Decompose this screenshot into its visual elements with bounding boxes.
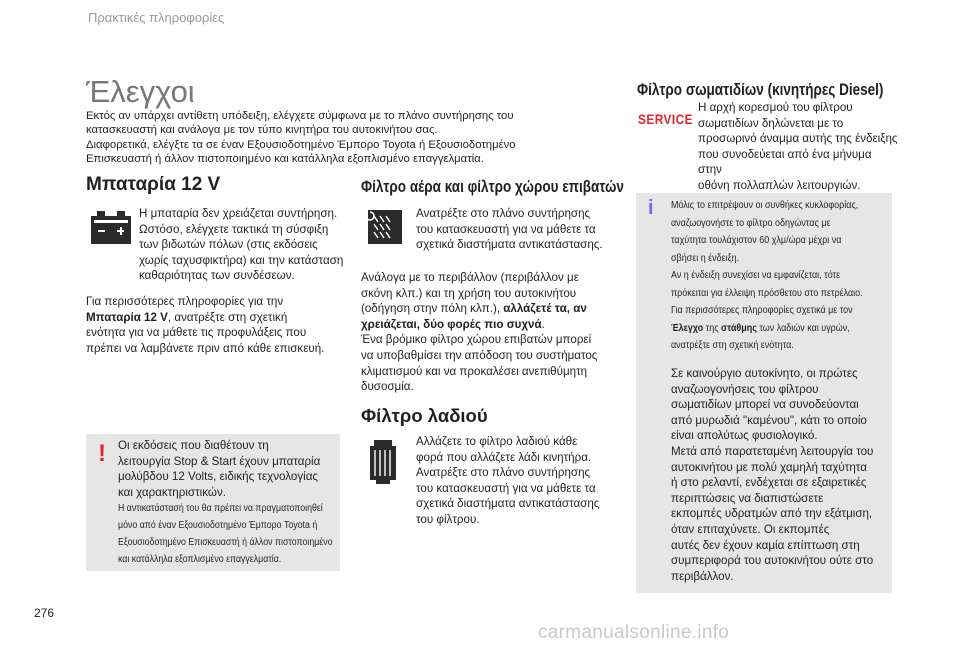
text-line: Ανάλογα με το περιβάλλον (περιβάλλον με xyxy=(361,271,579,284)
diesel-paragraph xyxy=(671,366,891,584)
battery-heading: Μπαταρία 12 V xyxy=(86,174,221,195)
cabin-filter-more xyxy=(361,270,631,395)
text-line: Οι εκδόσεις που διαθέτουν τη xyxy=(118,439,269,452)
text-line: Αν η ένδειξη συνεχίσει να εμφανίζεται, τότε xyxy=(671,270,841,281)
text-line: του κατασκευαστή για να μάθετε τα xyxy=(416,222,596,236)
section-header: Πρακτικές πληροφορίες xyxy=(88,10,225,25)
text-line: Ωστόσο, ελέγχετε τακτικά τη σύσφιξη xyxy=(139,222,329,236)
intro-line: Επισκευαστή ή άλλον πιστοποιημένο και κατάλληλα εξοπλισμένο επαγγελματία. xyxy=(86,152,484,165)
text-line: εκπομπές υδρατμών από την εξάτμιση, xyxy=(671,507,873,521)
text-line: Ανατρέξτε στο πλάνο συντήρησης xyxy=(416,466,591,480)
text-line: και χαρακτηριστικών. xyxy=(118,485,226,499)
text-line: Ένα βρόμικο φίλτρο χώρου επιβατών μπορεί xyxy=(361,333,592,347)
text-line: αυτοκινήτου με πολύ χαμηλή ταχύτητα xyxy=(671,460,867,474)
text-line: που συνοδεύεται από ένα μήνυμα στην xyxy=(698,147,872,177)
text-line: ή στο ρελαντί, ενδέχεται σε εξαιρετικές xyxy=(671,476,867,490)
text-line: αυτές δεν έχουν καμία επίπτωση στη xyxy=(671,538,860,552)
oil-filter-icon xyxy=(362,436,406,493)
text-line xyxy=(86,310,346,326)
text-line: Εξουσιοδοτημένο Επισκευαστή ή άλλον πιστοποιημένο xyxy=(118,537,333,548)
text-fragment: . xyxy=(541,317,545,331)
text-line: λειτουργία Stop & Start έχουν μπαταρία xyxy=(118,454,321,468)
text-line: σβήσει η ένδειξη. xyxy=(671,252,740,264)
text-line: Η αρχή κορεσμού του φίλτρου xyxy=(698,101,853,114)
bold-fragment: χρειάζεται, δύο φορές πιο συχνά xyxy=(361,317,542,331)
warning-exclamation-icon: ! xyxy=(98,440,106,467)
text-line: οθόνη πολλαπλών λειτουργιών. xyxy=(698,178,861,192)
intro-paragraph xyxy=(86,109,566,166)
battery-icon xyxy=(88,208,134,253)
text-line xyxy=(361,301,631,317)
page-number: 276 xyxy=(34,606,55,620)
text-line: καθαριότητας των συνδέσεων. xyxy=(139,269,295,283)
battery-warning-note xyxy=(86,434,340,571)
text-line: και κατάλληλα εξοπλισμένο επαγγελματία. xyxy=(118,554,282,565)
text-fragment: , ανατρέξτε στη σχετική xyxy=(167,310,288,324)
text-fragment: των λαδιών και υγρών, xyxy=(756,322,850,334)
text-line: σωματιδίων μπορεί να συνοδεύονται xyxy=(671,398,859,412)
text-line: δυσοσμία. xyxy=(361,380,414,394)
oil-filter-body xyxy=(416,434,631,528)
text-line: να υποβαθμίσει την απόδοση του συστήματος xyxy=(361,348,598,362)
text-line: είναι απολύτως φυσιολογικό. xyxy=(671,429,818,443)
bold-fragment: αλλάζετέ τα, αν xyxy=(503,302,587,316)
intro-line: Εκτός αν υπάρχει αντίθετη υπόδειξη, ελέγχετε σύμφωνα με το πλάνο συντήρησης του xyxy=(86,110,514,122)
text-line: κλιματισμού και να προκαλέσει ανεπιθύμητη xyxy=(361,364,588,378)
intro-line: Διαφορετικά, ελέγξτε τα σε έναν Εξουσιοδοτημένο Έμπορο Toyota ή Εξουσιοδοτημένο xyxy=(86,138,516,151)
text-line: χωρίς ταχυσφικτήρα) και την κατάσταση xyxy=(139,253,344,267)
text-fragment: (οδήγηση στην πόλη κλπ.), xyxy=(361,302,504,316)
text-line: από μυρωδιά "καμένου", κάτι το οποίο xyxy=(671,413,867,427)
text-line: Για περισσότερες πληροφορίες για την xyxy=(86,295,284,308)
text-line: Μετά από παρατεταμένη λειτουργία του xyxy=(671,444,874,458)
service-warning-icon: SERVICE xyxy=(638,111,694,127)
text-line: του φίλτρου. xyxy=(416,512,480,526)
text-line: ενότητα για να μάθετε τις προφυλάξεις που xyxy=(86,326,307,340)
diesel-info-note xyxy=(636,193,892,593)
info-icon: i xyxy=(648,197,654,219)
text-line: πρόκειται για έλλειψη πρόσθετου στο πετρέλαιο. xyxy=(671,287,863,299)
intro-line: κατασκευαστή και ανάλογα με τον τύπο κινητήρα του αυτοκινήτου σας. xyxy=(86,124,438,137)
bold-fragment: Έλεγχο xyxy=(671,322,704,334)
text-line: Ανατρέξτε στο πλάνο συντήρησης xyxy=(416,207,591,220)
text-line: σχετικά διαστήματα αντικατάστασης. xyxy=(416,238,603,252)
text-line: Η μπαταρία δεν χρειάζεται συντήρηση. xyxy=(139,207,338,220)
battery-more-info xyxy=(86,294,346,356)
text-line: αναζωογονήστε το φίλτρο οδηγώντας με xyxy=(671,217,831,229)
text-line: των βιδωτών πόλων (στις εκδόσεις xyxy=(139,238,318,252)
air-filter-icon xyxy=(362,208,406,253)
text-line: Μόλις το επιτρέψουν οι συνθήκες κυκλοφορίας, xyxy=(671,200,859,211)
text-line: μολύβδου 12 Volts, ειδικής τεχνολογίας xyxy=(118,470,319,484)
page-title: Έλεγχοι xyxy=(86,74,195,109)
battery-body xyxy=(139,206,349,284)
text-line: μόνο από έναν Εξουσιοδοτημένο Έμπορο Toyota ή xyxy=(118,520,318,531)
text-line: ταχύτητα τουλάχιστον 60 χλμ/ώρα μέχρι να xyxy=(671,235,842,246)
text-line: περιπτώσεις να διαπιστώσετε xyxy=(671,491,824,505)
text-line: Σε καινούργιο αυτοκίνητο, οι πρώτες xyxy=(671,367,858,380)
text-line: αναζωογονήσεις του φίλτρου xyxy=(671,382,819,396)
text-line: ανατρέξτε στη σχετική ενότητα. xyxy=(671,340,794,351)
note-small-text xyxy=(118,500,334,568)
text-line: σχετικά διαστήματα αντικατάστασης xyxy=(416,497,600,511)
text-line: σωματιδίων δηλώνεται με το xyxy=(698,116,844,130)
text-line: Η αντικατάστασή του θα πρέπει να πραγματοποιηθεί xyxy=(118,503,323,514)
text-line xyxy=(671,320,891,338)
text-line: φορά που αλλάζετε λάδι κινητήρα. xyxy=(416,450,592,464)
text-line: Αλλάζετε το φίλτρο λαδιού κάθε xyxy=(416,435,578,448)
oil-filter-heading: Φίλτρο λαδιού xyxy=(361,405,488,426)
text-line: του κατασκευαστή για να μάθετε τα xyxy=(416,481,596,495)
diesel-filter-heading: Φίλτρο σωματιδίων (κινητήρες Diesel) xyxy=(637,81,884,99)
text-fragment: της xyxy=(703,322,722,334)
diesel-note-text xyxy=(671,197,891,355)
cabin-filter-body xyxy=(416,206,626,253)
text-line: συμπεριφορά του αυτοκινήτου ούτε στο xyxy=(671,554,874,568)
note-main-text xyxy=(118,438,333,500)
text-line: σκόνη κλπ.) και τη χρήση του αυτοκινήτου xyxy=(361,286,577,300)
text-line: όταν επιταχύνετε. Οι εκπομπές xyxy=(671,522,830,536)
text-line xyxy=(361,317,631,333)
text-line: προσωρινό άναμμα αυτής της ένδειξης xyxy=(698,132,898,146)
text-line: πρέπει να λαμβάνετε πριν από κάθε επισκευή. xyxy=(86,341,325,355)
text-line: Για περισσότερες πληροφορίες σχετικά με τον xyxy=(671,305,853,316)
bold-fragment: στάθμης xyxy=(721,322,757,334)
watermark: carmanualsonline.info xyxy=(538,622,730,643)
text-line: περιβάλλον. xyxy=(671,569,734,583)
battery-link-label: Μπαταρία 12 V xyxy=(86,310,168,324)
diesel-body xyxy=(698,100,898,194)
cabin-filter-heading: Φίλτρο αέρα και φίλτρο χώρου επιβατών xyxy=(361,178,624,196)
